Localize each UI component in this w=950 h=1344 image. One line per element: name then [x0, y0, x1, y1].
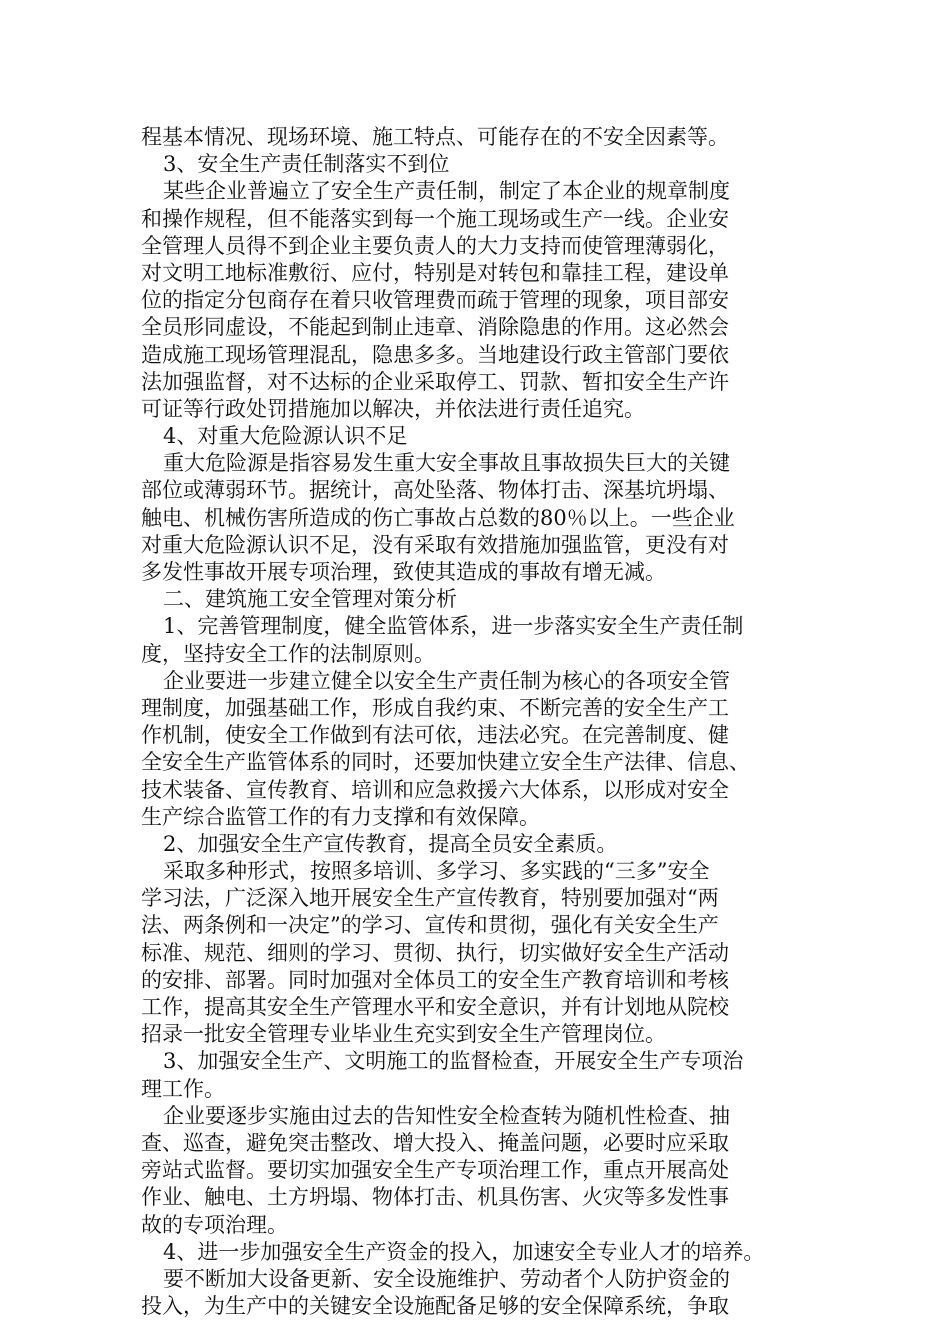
text-line: 旁站式监督。要切实加强安全生产专项治理工作，重点开展高处	[141, 1158, 729, 1183]
text-line: 触电、机械伤害所造成的伤亡事故占总数的80％以上。一些企业	[141, 505, 735, 530]
text-line: 的安排、部署。同时加强对全体员工的安全生产教育培训和考核	[141, 967, 729, 992]
text-line: 对文明工地标准敷衍、应付，特别是对转包和靠挂工程，建设单	[141, 260, 729, 285]
text-line: 程基本情况、现场环境、施工特点、可能存在的不安全因素等。	[141, 125, 729, 149]
text-line: 生产综合监管工作的有力支撑和有效保障。	[141, 804, 540, 829]
text-line: 二、建筑施工安全管理对策分析	[163, 587, 457, 612]
text-line: 企业要逐步实施由过去的告知性安全检查转为随机性检查、抽	[163, 1103, 730, 1128]
text-line: 投入，为生产中的关键安全设施配备足够的安全保障系统，争取	[141, 1294, 729, 1319]
text-line: 全管理人员得不到企业主要负责人的大力支持而使管理薄弱化，	[141, 233, 729, 258]
text-line: 全员形同虚设，不能起到制止违章、消除隐患的作用。这必然会	[141, 315, 729, 340]
text-line: 可证等行政处罚措施加以解决，并依法进行责任追究。	[141, 396, 645, 421]
body-text	[141, 124, 813, 1320]
text-line: 4、对重大危险源认识不足	[163, 424, 408, 449]
text-line: 作机制，使安全工作做到有法可依，违法必究。在完善制度、健	[141, 723, 729, 748]
text-line: 全安全生产监管体系的同时，还要加快建立安全生产法律、信息、	[141, 750, 750, 775]
text-line: 作业、触电、土方坍塌、物体打击、机具伤害、火灾等多发性事	[141, 1185, 729, 1210]
text-line: 多发性事故开展专项治理，致使其造成的事故有增无减。	[141, 560, 666, 584]
text-line: 学习法，广泛深入地开展安全生产宣传教育，特别要加强对“两	[141, 886, 719, 911]
text-line: 标准、规范、细则的学习、贯彻、执行，切实做好安全生产活动	[141, 940, 729, 965]
text-line: 技术装备、宣传教育、培训和应急救援六大体系，以形成对安全	[141, 777, 729, 802]
text-line: 招录一批安全管理专业毕业生充实到安全生产管理岗位。	[141, 1022, 666, 1047]
text-line: 2、加强安全生产宣传教育，提高全员安全素质。	[163, 831, 618, 856]
text-line: 重大危险源是指容易发生重大安全事故且事故损失巨大的关键	[163, 451, 730, 476]
text-line: 工作，提高其安全生产管理水平和安全意识，并有计划地从院校	[141, 995, 729, 1019]
text-line: 查、巡查，避免突击整改、增大投入、掩盖问题，必要时应采取	[141, 1130, 729, 1155]
text-line: 造成施工现场管理混乱，隐患多多。当地建设行政主管部门要依	[141, 342, 729, 367]
text-line: 法、两条例和一决定”的学习、宣传和贯彻，强化有关安全生产	[141, 913, 719, 938]
text-line: 度，坚持安全工作的法制原则。	[141, 641, 435, 666]
text-line: 部位或薄弱环节。据统计，高处坠落、物体打击、深基坑坍塌、	[141, 478, 729, 503]
text-line: 1、完善管理制度，健全监管体系，进一步落实安全生产责任制	[163, 614, 744, 639]
text-line: 法加强监督，对不达标的企业采取停工、罚款、暂扣安全生产许	[141, 369, 729, 394]
text-line: 理工作。	[141, 1076, 225, 1101]
text-line: 要不断加大设备更新、安全设施维护、劳动者个人防护资金的	[163, 1266, 730, 1291]
text-line: 3、加强安全生产、文明施工的监督检查，开展安全生产专项治	[163, 1049, 744, 1074]
text-line: 故的专项治理。	[141, 1212, 288, 1237]
text-line: 某些企业普遍立了安全生产责任制，制定了本企业的规章制度	[163, 179, 730, 204]
text-line: 采取多种形式，按照多培训、多学习、多实践的“三多”安全	[163, 859, 710, 884]
text-line: 对重大危险源认识不足，没有采取有效措施加强监管，更没有对	[141, 532, 729, 557]
text-line: 理制度，加强基础工作，形成自我约束、不断完善的安全生产工	[141, 695, 729, 720]
text-line: 位的指定分包商存在着只收管理费而疏于管理的现象，项目部安	[141, 288, 729, 313]
text-line: 4、进一步加强安全生产资金的投入，加速安全专业人才的培养。	[163, 1239, 765, 1264]
text-line: 3、安全生产责任制落实不到位	[163, 152, 450, 177]
text-line: 企业要进一步建立健全以安全生产责任制为核心的各项安全管	[163, 668, 730, 693]
text-line: 和操作规程，但不能落实到每一个施工现场或生产一线。企业安	[141, 206, 729, 231]
